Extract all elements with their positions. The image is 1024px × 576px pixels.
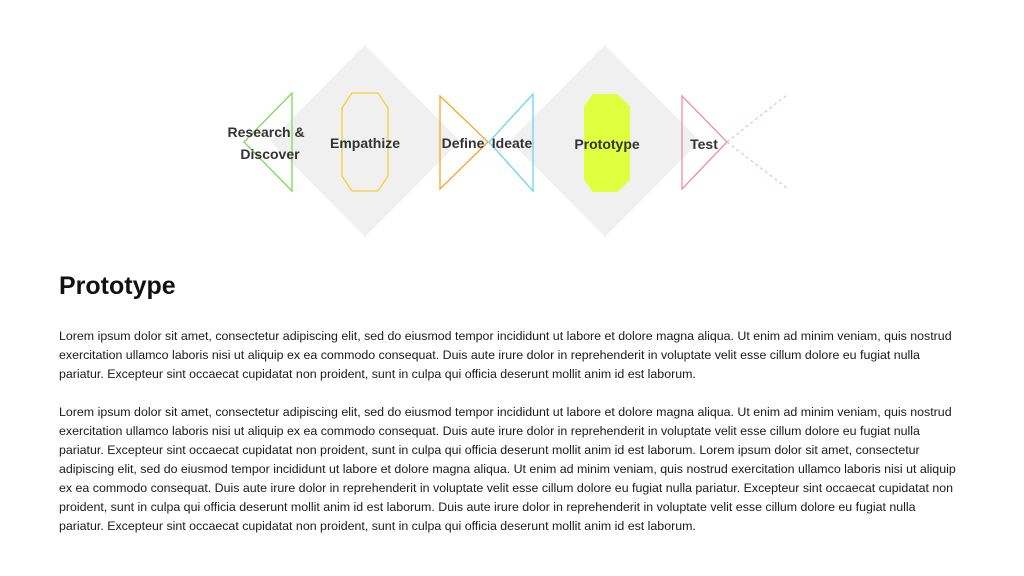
label-test: Test [690,136,718,152]
label-prototype: Prototype [574,136,640,152]
section-title: Prototype [59,272,176,300]
body-paragraph-2: Lorem ipsum dolor sit amet, consectetur adipiscing elit, sed do eiusmod tempor incididunt ut labore et dolore magna aliqua. Ut enim ad minim veniam, quis nostrud exercitation ullamco laboris nisi ut aliquip ex ea commodo consequat. Duis aute irure dolor in reprehenderit in voluptate velit esse cillum dolore eu fugiat nulla pariatur. Excepteur sint occaecat cupidatat non proident, sunt in culpa qui officia deserunt mollit anim id est laborum. Lorem ipsum dolor sit amet, consectetur adipiscing elit, sed do eiusmod tempor incididunt ut labore et dolore magna aliqua. Ut enim ad minim veniam, quis nostrud exercitation ullamco laboris nisi ut aliquip ex ea commodo consequat. Duis aute irure dolor in reprehenderit in voluptate velit esse cillum dolore eu fugiat nulla pariatur. Excepteur sint occaecat cupidatat non proident, sunt in culpa qui officia deserunt mollit anim id est laborum. Duis aute irure dolor in reprehenderit in voluptate velit esse cillum dolore eu fugiat nulla pariatur. Excepteur sint occaecat cupidatat non proident, sunt in culpa qui officia deserunt mollit anim id est laborum. [59,405,956,533]
label-research: Research & Discover [227,124,305,162]
dashed-line-down [727,142,788,189]
label-ideate: Ideate [491,135,533,151]
design-process-diagram [0,0,1024,250]
label-define: Define [441,135,485,151]
label-empathize: Empathize [329,135,401,151]
dashed-line-up [727,94,788,142]
body-paragraph-1: Lorem ipsum dolor sit amet, consectetur adipiscing elit, sed do eiusmod tempor incididunt ut labore et dolore magna aliqua. Ut enim ad minim veniam, quis nostrud exercitation ullamco laboris nisi ut aliquip ex ea commodo consequat. Duis aute irure dolor in reprehenderit in voluptate velit esse cillum dolore eu fugiat nulla pariatur. Excepteur sint occaecat cupidatat non proident, sunt in culpa qui officia deserunt mollit anim id est laborum. [59,329,952,381]
